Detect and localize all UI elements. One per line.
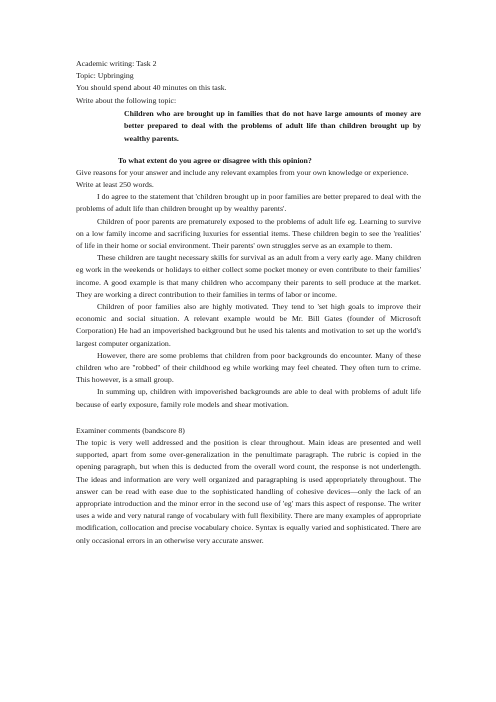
question: To what extent do you agree or disagree with this opinion? xyxy=(118,155,312,165)
essay-paragraph-1: I do agree to the statement that 'children brought up in poor families are better prepared to deal with the problems of adult life than children brought up by wealthy parents'. xyxy=(76,192,421,214)
essay-paragraph-3: These children are taught necessary skills for survival as an adult from a very early age. Many children eg work in the weekends or holidays to either collect some pocket money or even contribute to their families' income. A good example is that many children who accompany their parents to sell produce at the market. They are working a direct contribution to their families in terms of labor or income. xyxy=(76,253,421,299)
examiner-comment: The topic is very well addressed and the position is clear throughout. Main ideas are presented and well supported, apart from some over-generalization in the penultimate paragraph. The rubric is copied in the opening paragraph, but when this is deducted from the overall word count, the response is not underlength. The ideas and information are very well organized and paragraphing is used appropriately throughout. The answer can be read with ease due to the sophisticated handling of cohesive devices—only the lack of an appropriate introduction and the minor error in the second use of 'eg' mars this aspect of response. The writer uses a wide and very natural range of vocabulary with full flexibility. There are many examples of appropriate modification, collocation and precise vocabulary choice. Syntax is equally varied and sophisticated. There are only occasional errors in an otherwise very accurate answer. xyxy=(76,438,421,545)
examiner-heading: Examiner comments (bandscore 8) xyxy=(76,425,185,435)
essay-paragraph-2: Children of poor parents are prematurely exposed to the problems of adult life eg. Learning to survive on a low family income and sacrificing luxuries for essential items. These children begin to see the 'realities' of life in their home or social environment. Their parents' own struggles serve as an example to them. xyxy=(76,216,421,251)
section-gap xyxy=(76,411,421,425)
reasons-instruction: Give reasons for your answer and include any relevant examples from your own knowledge or experience. xyxy=(76,167,409,177)
essay-paragraph-4: Children of poor families also are highly motivated. They tend to 'set high goals to improve their economic and social situation. A relevant example would be Mr. Bill Gates (founder of Microsoft Corporation) He had an impoverished background but he used his talents and motivation to set up the world's largest computer organization. xyxy=(76,302,421,348)
topic-statement: Children who are brought up in families that do not have large amounts of money are better prepared to deal with the problems of adult life than children brought up by wealthy parents. xyxy=(124,108,421,143)
document-page xyxy=(76,58,421,547)
task-title: Academic writing: Task 2 xyxy=(76,59,157,68)
write-instruction: Write about the following topic: xyxy=(76,95,177,105)
word-count-instruction: Write at least 250 words. xyxy=(76,180,154,189)
essay-paragraph-5: However, there are some problems that children from poor backgrounds do encounter. Many of these children who are "robbed" of their childhood eg while working may feel cheated. They often turn to crime. This however, is a small group. xyxy=(76,350,421,385)
topic-label: Topic: Upbringing xyxy=(76,71,134,81)
time-instruction: You should spend about 40 minutes on this task. xyxy=(76,83,227,93)
essay-paragraph-6: In summing up, children with impoverished backgrounds are able to deal with problems of adult life because of early exposure, family role models and shear motivation. xyxy=(76,387,421,409)
